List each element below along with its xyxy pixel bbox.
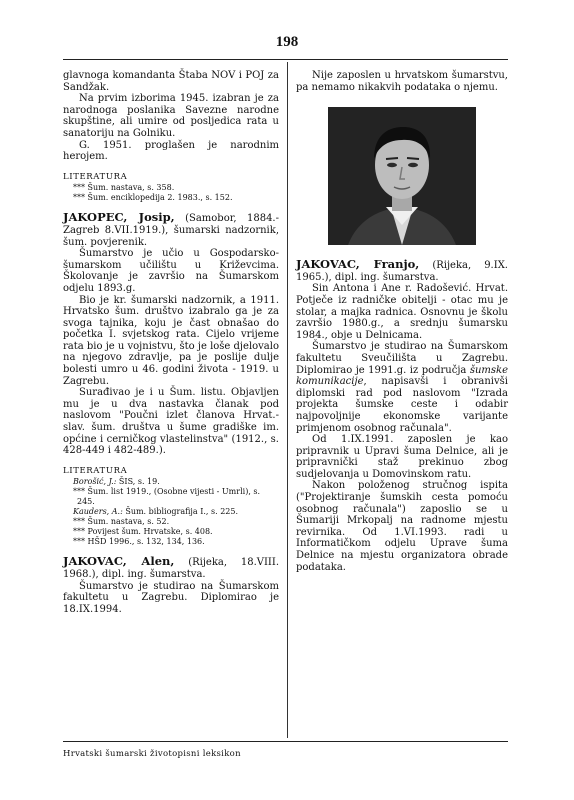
paragraph-text: Šumarstvo je studirao na Šumarskom fakultetu Sveučilišta u Zagrebu. Diplomirao je 1991.g. iz područja [296, 341, 508, 376]
literature-item [63, 507, 279, 517]
entry-paragraph: Sin Antona i Ane r. Radošević. Hrvat. Potječe iz radničke obitelji - otac mu je stolar, a majka radnica. Osnovnu je školu završio 1980.g., a srednju šumarsku 1984., obje u Delnicama. [296, 283, 508, 341]
entry-jakovac-franjo-header [296, 259, 508, 283]
literature-item [63, 517, 279, 527]
literature-item [63, 487, 279, 507]
entry-paragraph: Od 1.IX.1991. zaposlen je kao pripravnik u Upravi šuma Delnice, ali je pripravnički staž prekinuo zbog sudjelovanja u Domovinskom ratu. [296, 434, 508, 480]
entry-jakovac-alen-header [63, 556, 279, 580]
literature-heading: LITERATURA [63, 465, 128, 476]
entry-paragraph: Bio je kr. šumarski nadzornik, a 1911. Hrvatsko šum. društvo izabralo ga je za svoga tajnika, koju je čast obnašao do početka I. svjetskog rata. Cijelo vrijeme rata bio je u vojnistvu, što je loše djelovalo na njegovo zdravlje, pa je poslije dulje bolesti umro u 46. godini života - 1919. u Zagrebu. [63, 294, 279, 387]
intro-paragraph-2: Na prvim izborima 1945. izabran je za narodnoga poslanika Savezne narodne skupštine, ali umire od posljedica rata u sanatoriju na Golniku. [63, 93, 279, 139]
entry-details: (Samobor, 1884.-Zagreb 8.VII.1919.), šumarski nadzornik, šum. povjerenik. [63, 213, 279, 248]
entry-paragraph: Surađivao je i u Šum. listu. Objavljen mu je u dva nastavka članak pod naslovom "Poučni izlet članova Hrvat.-slav. šum. društva u šume gradiške im. općine i cerničkog vlastelinstva" (1912., s. 428-449 i 482-489.). [63, 387, 279, 457]
entry-paragraph [296, 341, 508, 434]
literature-item [63, 527, 279, 537]
literature-heading: LITERATURA [63, 171, 128, 182]
intro-paragraph-3: G. 1951. proglašen je narodnim herojem. [63, 139, 279, 163]
literature-author: Kauders, A.: [73, 507, 123, 517]
literature-item [63, 477, 279, 487]
literature-item: *** Šum. enciklopedija 2. 1983., s. 152. [73, 193, 233, 203]
entry-details: (Rijeka, 18.VIII. 1968.), dipl. ing. šumarstva. [63, 557, 279, 580]
paragraph-text: , napisavši i obranivši diplomski rad pod naslovom "Izrada projekta šumske ceste i odabir najpovoljnije ekonomske varijante primjenom osobnog računala". [296, 376, 508, 434]
entry-name: JAKOVAC, Alen, [63, 554, 175, 569]
entry-paragraph: Šumarstvo je studirao na Šumarskom fakultetu u Zagrebu. Diplomirao je 18.IX.1994. [63, 580, 279, 615]
portrait-photo [328, 107, 476, 245]
page-number: 198 [275, 34, 299, 50]
literature-author: Borošić, J.: [73, 477, 117, 487]
literature-text: *** Povijest šum. Hrvatske, s. 408. [73, 527, 213, 537]
literature-text: *** Šum. nastava, s. 52. [73, 517, 170, 527]
literature-text: *** Šum. list 1919., (Osobne vijesti - Umrli), s. 245. [73, 487, 261, 507]
literature-text: ŠIS, s. 19. [116, 477, 160, 487]
entry-details: (Rijeka, 9.IX. 1965.), dipl. ing. šumarstva. [296, 260, 508, 283]
entry-paragraph: Šumarstvo je učio u Gospodarsko-šumarskom učilištu u Križevcima. Školovanje je završio na Šumarskom odjelu 1893.g. [63, 248, 279, 294]
entry-name: JAKOPEC, Josip, [63, 210, 175, 225]
literature-item: *** Šum. nastava, s. 358. [73, 183, 175, 193]
entry-name: JAKOVAC, Franjo, [296, 257, 420, 272]
portrait-image [328, 107, 476, 245]
entry-jakopec-header [63, 212, 279, 248]
left-column [63, 70, 279, 615]
header-rule [63, 59, 508, 60]
right-column [296, 70, 508, 573]
entry-paragraph: Nakon položenog stručnog ispita ("Projektiranje šumskih cesta pomoću osobnog računala") zaposlio se u Šumariji Mrkopalj na radnome mjestu revirnika. Od 1.VI.1993. radi u Informatičkom odjelu Uprave šuma Delnice na mjestu organizatora obrade podataka. [296, 480, 508, 573]
literature-text: *** HŠD 1996., s. 132, 134, 136. [73, 537, 205, 547]
column-divider [287, 62, 288, 738]
entry-paragraph: Nije zaposlen u hrvatskom šumarstvu, pa nemamo nikakvih podataka o njemu. [296, 70, 508, 93]
literature-text: Šum. bibliografija I., s. 225. [122, 507, 239, 517]
footer-rule [63, 741, 508, 742]
literature-item [63, 537, 279, 547]
intro-line-1: glavnoga komandanta Štaba NOV i POJ za Sandžak. [63, 70, 279, 93]
footer-title: Hrvatski šumarski životopisni leksikon [63, 749, 241, 759]
paragraph-emphasis: šumske komunikacije [296, 364, 508, 388]
